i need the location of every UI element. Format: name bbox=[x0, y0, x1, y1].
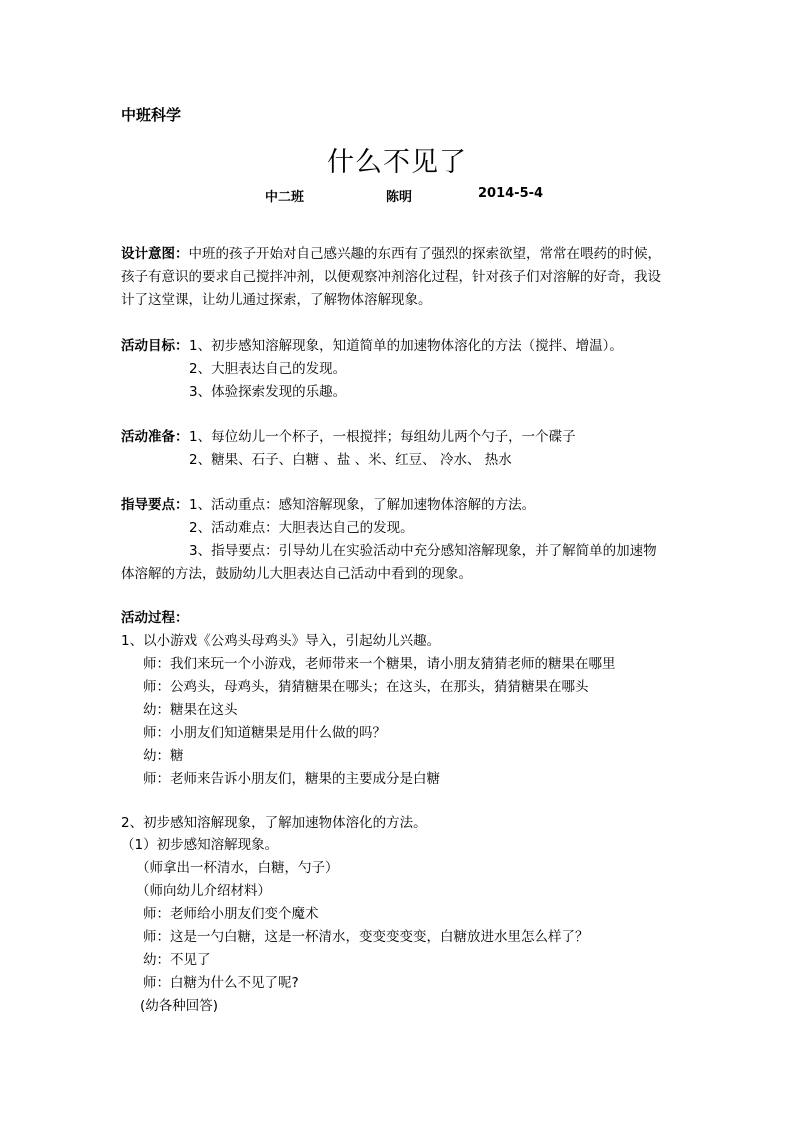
design-intent-line: 孩子有意识的要求自己搅拌冲剂，以便观察冲剂溶化过程，针对孩子们对溶解的好奇，我设 bbox=[121, 269, 661, 285]
process-step: 1、以小游戏《公鸡头母鸡头》导入，引起幼儿兴趣。 bbox=[121, 633, 441, 649]
design-intent-label: 设计意图： bbox=[121, 246, 189, 262]
page-title: 什么不见了 bbox=[327, 147, 467, 178]
prep-label: 活动准备： bbox=[121, 429, 189, 445]
goal-item: 3、体验探索发现的乐趣。 bbox=[189, 384, 347, 400]
key-item: 2、活动难点：大胆表达自己的发现。 bbox=[189, 520, 414, 536]
dialog-line: 师：这是一勺白糖，这是一杯清水，变变变变变，白糖放进水里怎么样了？ bbox=[143, 929, 589, 945]
dialog-line: 师：小朋友们知道糖果是用什么做的吗？ bbox=[143, 725, 386, 741]
goals-label: 活动目标： bbox=[121, 338, 189, 354]
design-intent-line: 计了这堂课，让幼儿通过探索，了解物体溶解现象。 bbox=[121, 292, 432, 308]
dialog-line: 幼：不见了 bbox=[143, 952, 211, 968]
dialog-line: 师：白糖为什么不见了呢? bbox=[143, 975, 299, 991]
dialog-line: 师：老师来告诉小朋友们，糖果的主要成分是白糖 bbox=[143, 771, 440, 787]
key-item-continuation: 体溶解的方法，鼓励幼儿大胆表达自己活动中看到的现象。 bbox=[121, 566, 472, 582]
key-item: 3、指导要点：引导幼儿在实验活动中充分感知溶解现象，并了解简单的加速物 bbox=[189, 543, 657, 559]
lesson-date: 2014-5-4 bbox=[478, 186, 544, 201]
dialog-line: 幼：糖果在这头 bbox=[143, 702, 238, 718]
dialog-line: (幼各种回答) bbox=[140, 998, 219, 1014]
dialog-line: （师向幼儿介绍材料） bbox=[136, 883, 271, 899]
dialog-line: 幼：糖 bbox=[143, 748, 184, 764]
dialog-line: （师拿出一杯清水，白糖，勺子） bbox=[136, 860, 339, 876]
key-item: 1、活动重点：感知溶解现象，了解加速物体溶解的方法。 bbox=[189, 497, 536, 513]
keys-label: 指导要点： bbox=[121, 497, 189, 513]
process-substep: （1）初步感知溶解现象。 bbox=[121, 837, 279, 853]
design-intent-paragraph bbox=[121, 243, 677, 312]
dialog-line: 师：老师给小朋友们变个魔术 bbox=[143, 906, 319, 922]
class-name: 中二班 bbox=[265, 190, 305, 205]
dialog-line: 师：公鸡头，母鸡头，猜猜糖果在哪头；在这头，在那头，猜猜糖果在哪头 bbox=[143, 679, 589, 695]
goal-item: 2、大胆表达自己的发现。 bbox=[189, 361, 347, 377]
teacher-name: 陈明 bbox=[386, 190, 413, 205]
process-label: 活动过程： bbox=[121, 610, 189, 626]
prep-item: 2、糖果、石子、白糖 、盐 、米、红豆、 冷水、 热水 bbox=[189, 452, 512, 468]
goal-item: 1、初步感知溶解现象，知道简单的加速物体溶化的方法（搅拌、增温）。 bbox=[189, 338, 623, 354]
prep-item: 1、每位幼儿一个杯子，一根搅拌；每组幼儿两个勺子，一个碟子 bbox=[189, 429, 576, 445]
design-intent-line: 中班的孩子开始对自己感兴趣的东西有了强烈的探索欲望，常常在喂药的时候， bbox=[188, 246, 661, 262]
process-step: 2、初步感知溶解现象，了解加速物体溶化的方法。 bbox=[121, 815, 427, 831]
dialog-line: 师：我们来玩一个小游戏，老师带来一个糖果，请小朋友猜猜老师的糖果在哪里 bbox=[143, 656, 616, 672]
subject-heading: 中班科学 bbox=[121, 106, 182, 124]
